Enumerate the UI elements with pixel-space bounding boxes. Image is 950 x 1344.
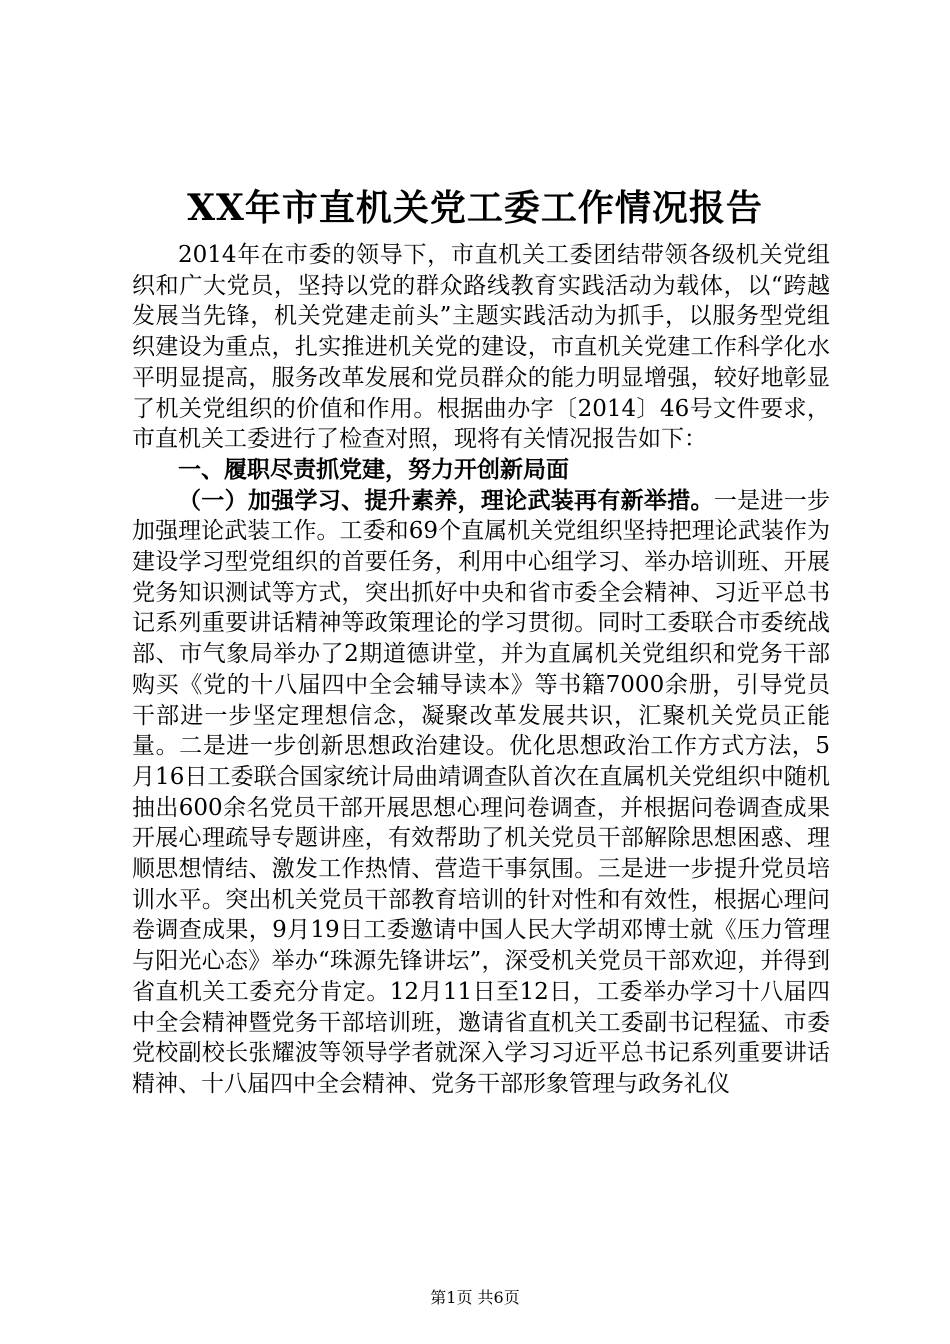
subsection-body: 一是进一步加强理论武装工作。工委和69个直属机关党组织坚持把理论武装作为建设学习型党组织的首要任务，利用中心组学习、举办培训班、开展党务知识测试等方式，突出抓好中央和省市委全会精神、习近平总书记系列重要讲话精神等政策理论的学习贯彻。同时工委联合市委统战部、市气象局举办了2期道德讲堂，并为直属机关党组织和党务干部购买《党的十八届四中全会辅导读本》等书籍7000余册，引导党员干部进一步坚定理想信念，凝聚改革发展共识，汇聚机关党员正能量。二是进一步创新思想政治建设。优化思想政治工作方式方法，5月16日工委联合国家统计局曲靖调查队首次在直属机关党组织中随机抽出600余名党员干部开展思想心理问卷调查，并根据问卷调查成果开展心理疏导专题讲座，有效帮助了机关党员干部解除思想困惑、理顺思想情结、激发工作热情、营造干事氛围。三是进一步提升党员培训水平。突出机关党员干部教育培训的针对性和有效性，根据心理问卷调查成果，9月19日工委邀请中国人民大学胡邓博士就《压力管理与阳光心态》举办“珠源先锋讲坛”，深受机关党员干部欢迎，并得到省直机关工委充分肯定。12月11日至12日，工委举办学习十八届四中全会精神暨党务干部培训班，邀请省直机关工委副书记程猛、市委党校副校长张耀波等领导学者就深入学习习近平总书记系列重要讲话精神、十八届四中全会精神、党务干部形象管理与政务礼仪 [132, 487, 831, 1097]
subsection-lead: （一）加强学习、提升素养，理论武装再有新举措。 [178, 486, 714, 514]
page-footer: 第1页 共6页 [430, 1288, 520, 1307]
section-heading: 一、履职尽责抓党建，努力开创新局面 [178, 455, 569, 483]
document-body [132, 240, 830, 1100]
document-title: XX年市直机关党工委工作情况报告 [187, 187, 763, 229]
subsection-paragraph [132, 486, 830, 1100]
intro-paragraph: 2014年在市委的领导下，市直机关工委团结带领各级机关党组织和广大党员，坚持以党的群众路线教育实践活动为载体，以“跨越发展当先锋，机关党建走前头”主题实践活动为抓手，以服务型党组织建设为重点，扎实推进机关党的建设，市直机关党建工作科学化水平明显提高，服务改革发展和党员群众的能力明显增强，较好地彰显了机关党组织的价值和作用。根据曲办字〔2014〕46号文件要求，市直机关工委进行了检查对照，现将有关情况报告如下： [132, 242, 830, 453]
